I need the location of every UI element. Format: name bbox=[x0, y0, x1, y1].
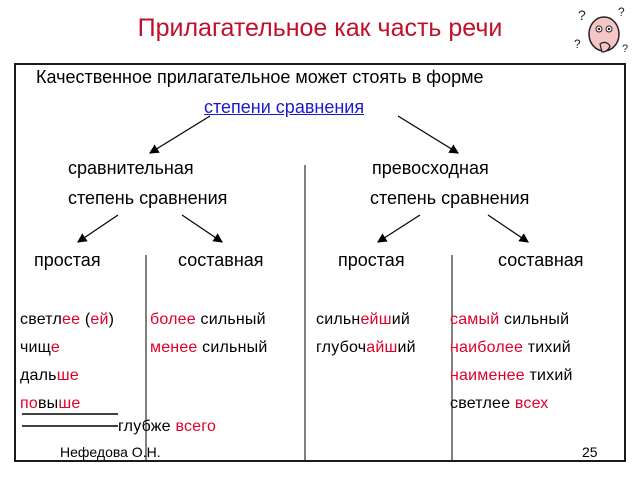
example-segment: наименее bbox=[450, 367, 525, 384]
example-line bbox=[450, 306, 573, 334]
example-segment: ( bbox=[80, 311, 91, 328]
example-segment: ий bbox=[391, 311, 411, 328]
example-segment: е bbox=[50, 339, 60, 356]
comparative-compound-label: составная bbox=[178, 250, 264, 270]
comparative-compound-examples bbox=[150, 306, 267, 362]
example-segment: ) bbox=[108, 311, 115, 328]
superlative-simple-examples bbox=[316, 306, 416, 362]
intro-line-1: Качественное прилагательное может стоять в форме bbox=[36, 67, 484, 87]
comparative-simple-label: простая bbox=[34, 250, 101, 270]
example-segment: сильный bbox=[197, 339, 268, 356]
example-segment: ше bbox=[58, 395, 81, 412]
example-segment: ше bbox=[56, 367, 79, 384]
example-segment: светл bbox=[20, 311, 62, 328]
example-segment: тихий bbox=[524, 367, 573, 384]
example-segment: менее bbox=[150, 339, 198, 356]
example-segment: по bbox=[20, 395, 38, 412]
example-segment: ей bbox=[90, 311, 109, 328]
footer-author: Нефедова О.Н. bbox=[60, 444, 161, 460]
example-segment: сильн bbox=[316, 311, 361, 328]
svg-text:?: ? bbox=[622, 43, 629, 55]
example-segment: глубже bbox=[118, 418, 176, 435]
example-line bbox=[20, 306, 114, 334]
example-line bbox=[450, 362, 573, 390]
svg-text:?: ? bbox=[618, 5, 625, 19]
example-line bbox=[150, 334, 267, 362]
svg-text:?: ? bbox=[578, 7, 586, 23]
example-segment: более bbox=[150, 311, 196, 328]
example-segment: глубоч bbox=[316, 339, 367, 356]
example-segment: тихий bbox=[523, 339, 571, 356]
example-line bbox=[316, 306, 416, 334]
example-segment: чищ bbox=[20, 339, 51, 356]
example-segment: ее bbox=[62, 311, 81, 328]
comparative-label-1: сравнительная bbox=[68, 158, 194, 178]
superlative-label-2: степень сравнения bbox=[370, 188, 530, 208]
example-segment: даль bbox=[20, 367, 57, 384]
extra-example bbox=[118, 418, 216, 436]
comparative-simple-examples bbox=[20, 306, 114, 418]
intro-line-2: степени сравнения bbox=[204, 97, 365, 117]
comparative-label-2: степень сравнения bbox=[68, 188, 228, 208]
example-segment: наиболее bbox=[450, 339, 524, 356]
example-segment: сильный bbox=[195, 311, 266, 328]
slide-title: Прилагательное как часть речи bbox=[137, 14, 503, 42]
example-segment: ий bbox=[397, 339, 416, 356]
example-segment: вы bbox=[37, 395, 59, 412]
superlative-compound-label: составная bbox=[498, 250, 584, 270]
superlative-label-1: превосходная bbox=[372, 158, 489, 178]
superlative-compound-examples bbox=[450, 306, 573, 418]
example-line bbox=[316, 334, 416, 362]
svg-text:?: ? bbox=[574, 37, 581, 51]
example-segment: самый bbox=[450, 311, 500, 328]
page-number: 25 bbox=[582, 444, 598, 460]
example-line bbox=[20, 390, 114, 418]
example-segment: всего bbox=[175, 418, 217, 435]
example-segment: светлее bbox=[450, 395, 515, 412]
example-line bbox=[450, 334, 573, 362]
example-segment: сильный bbox=[499, 311, 570, 328]
example-line bbox=[20, 334, 114, 362]
example-line bbox=[150, 306, 267, 334]
example-segment: ейш bbox=[360, 311, 392, 328]
example-segment: айш bbox=[366, 339, 398, 356]
example-line bbox=[450, 390, 573, 418]
example-segment: всех bbox=[514, 395, 549, 412]
superlative-simple-label: простая bbox=[338, 250, 405, 270]
example-line bbox=[20, 362, 114, 390]
